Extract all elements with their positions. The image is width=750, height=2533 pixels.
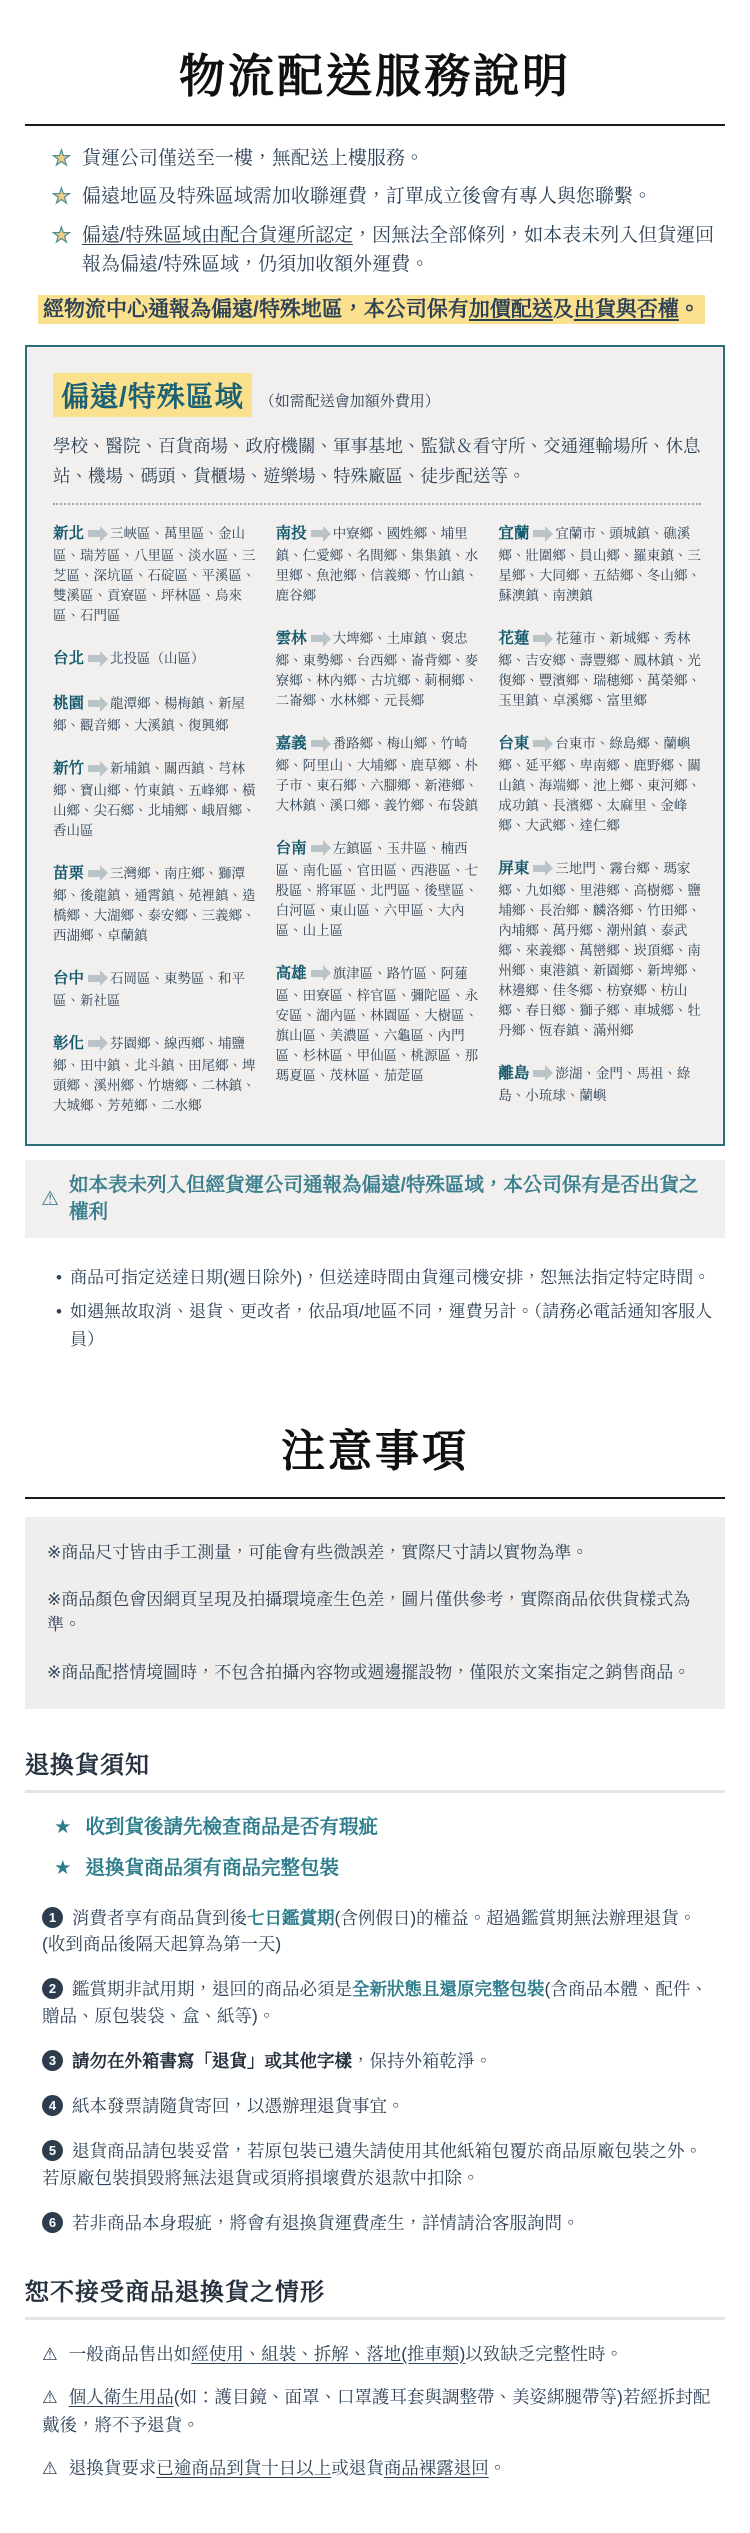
region-entry [53, 758, 256, 841]
remote-region-heading [53, 373, 701, 417]
region-name: 台北 [53, 650, 85, 668]
notice-box [25, 1517, 725, 1710]
title-divider [25, 1497, 725, 1499]
arrow-right-icon [311, 635, 323, 642]
arrow-right-icon [533, 635, 545, 642]
shipping-bullet [52, 144, 716, 173]
region-areas: 芬園鄉、線西鄉、埔鹽鄉、田中鎮、北斗鎮、田尾鄉、埤頭鄉、溪州鄉、竹塘鄉、二林鎮、大城鄉、芳苑鄉、二水鄉 [53, 1035, 256, 1113]
number-badge: 4 [42, 2095, 63, 2116]
shipping-bullet-text: 偏遠/特殊區域由配合貨運所認定，因無法全部條列，如本表未列入但貨運回報為偏遠/特殊區域，仍須加收額外運費。 [81, 224, 715, 276]
returns-item-text: 若非商品本身瑕疵，將會有退換貨運費產生，詳情請洽客服詢問。 [72, 2212, 580, 2233]
region-name: 桃園 [53, 695, 85, 713]
shipping-bullet-text: 貨運公司僅送至一樓，無配送上樓服務。 [81, 148, 424, 169]
region-entry [498, 1063, 701, 1106]
delivery-note [56, 1298, 722, 1352]
returns-item [42, 2138, 716, 2191]
arrow-right-icon [88, 765, 100, 772]
region-name: 新竹 [53, 760, 85, 778]
region-name: 台中 [53, 969, 85, 987]
shipping-bullet [52, 221, 716, 280]
number-badge: 2 [42, 1978, 63, 1999]
returns-item [42, 2210, 716, 2236]
arrow-right-icon [533, 740, 545, 747]
region-areas: 新埔鎮、關西鎮、芎林鄉、寶山鄉、竹東鎮、五峰鄉、橫山鄉、尖石鄉、北埔鄉、峨眉鄉、香山區 [53, 761, 256, 838]
region-name: 嘉義 [275, 735, 307, 753]
arrow-right-icon [533, 865, 545, 872]
notice-line: ※商品尺寸皆由手工測量，可能會有些微誤差，實際尺寸請以實物為準。 [47, 1542, 589, 1562]
remote-region-note: （如需配送會加額外費用） [259, 393, 440, 411]
highlight-statement-text: 經物流中心通報為偏遠/特殊地區，本公司保有加價配送及出貨與否權。 [38, 295, 705, 324]
returns-highlight-text: 收到貨後請先檢查商品是否有瑕疵 [85, 1816, 378, 1839]
region-entry [498, 858, 701, 1041]
region-entry [276, 628, 479, 711]
region-name: 南投 [275, 525, 307, 543]
bullet-icon: • [56, 1302, 62, 1322]
region-name: 新北 [53, 525, 85, 543]
region-areas: 三灣鄉、南庄鄉、獅潭鄉、後龍鎮、通霄鎮、苑裡鎮、造橋鄉、大湖鄉、泰安鄉、三義鄉、西湖鄉、卓蘭鎮 [53, 865, 256, 943]
warning-triangle-icon: ⚠ [42, 2344, 58, 2364]
notice-line: ※商品顏色會因網頁呈現及拍攝環境產生色差，圖片僅供參考，實際商品依供貨樣式為準。 [47, 1590, 691, 1634]
region-areas: 花蓮市、新城鄉、秀林鄉、吉安鄉、壽豐鄉、鳳林鎮、光復鄉、豐濱鄉、瑞穗鄉、萬榮鄉、玉里鎮、卓溪鄉、富里鄉 [498, 631, 701, 709]
returns-item-text: 鑑賞期非試用期，退回的商品必須是全新狀態且還原完整包裝(含商品本體、配件、贈品、原包裝袋、盒、紙等)。 [42, 1979, 708, 2026]
no-returns-heading: 恕不接受商品退換貨之情形 [25, 2272, 725, 2320]
returns-item-text: 退貨商品請包裝妥當，若原包裝已遺失請使用其他紙箱包覆於商品原廠包裝之外。若原廠包裝損毀將無法退貨或須將損壞費於退款中扣除。 [42, 2141, 702, 2188]
returns-highlights [54, 1813, 720, 1883]
warning-bar-text: 如本表未列入但經貨運公司通報為偏遠/特殊區域，本公司保有是否出貨之權利 [68, 1173, 699, 1223]
number-badge: 3 [42, 2050, 63, 2071]
star-icon: ★ [54, 1816, 72, 1839]
returns-highlight [54, 1854, 720, 1883]
region-areas: 宜蘭市、頭城鎮、礁溪鄉、壯圍鄉、員山鄉、羅東鎮、三星鄉、大同鄉、五結鄉、冬山鄉、蘇澳鎮、南澳鎮 [498, 526, 701, 604]
region-name: 彰化 [53, 1034, 85, 1052]
bullet-icon: • [56, 1268, 62, 1288]
warning-triangle-icon: ⚠ [42, 2458, 58, 2478]
returns-numbered-list [42, 1905, 716, 2236]
returns-item [42, 1976, 716, 2029]
no-returns-item [42, 2454, 720, 2482]
warning-triangle-icon: ⚠ [42, 2387, 58, 2407]
returns-item [42, 1905, 716, 1958]
no-returns-item-text: 個人衛生用品(如：護目鏡、面罩、口罩護耳套與調整帶、美姿綁腿帶等)若經拆封配戴後，將不予退貨。 [42, 2387, 711, 2435]
returns-highlight-text: 退換貨商品須有商品完整包裝 [85, 1856, 339, 1879]
arrow-right-icon [88, 870, 100, 877]
region-name: 苗栗 [53, 864, 85, 882]
no-returns-item [42, 2383, 720, 2439]
number-badge: 6 [42, 2212, 63, 2233]
region-entry [276, 733, 479, 816]
region-areas: 台東市、綠島鄉、蘭嶼鄉、延平鄉、卑南鄉、鹿野鄉、關山鎮、海端鄉、池上鄉、東河鄉、成功鎮、長濱鄉、太麻里、金峰鄉、大武鄉、達仁鄉 [498, 736, 701, 833]
returns-item-text: 消費者享有商品貨到後七日鑑賞期(含例假日)的權益。超過鑑賞期無法辦理退貨。(收到商品後隔天起算為第一天) [42, 1907, 697, 1954]
region-name: 雲林 [275, 630, 307, 648]
delivery-note-text: 商品可指定送達日期(週日除外)，但送達時間由貨運司機安排，恕無法指定特定時間。 [69, 1268, 711, 1288]
arrow-right-icon [311, 970, 323, 977]
arrow-right-icon [88, 975, 100, 982]
page-title: 物流配送服務說明 [179, 49, 571, 103]
returns-item-text: 請勿在外箱書寫「退貨」或其他字樣，保持外箱乾淨。 [72, 2050, 492, 2071]
returns-item [42, 2048, 716, 2074]
star-icon: ★ [52, 185, 71, 209]
region-name: 離島 [498, 1064, 530, 1082]
region-areas: 旗津區、路竹區、阿蓮區、田寮區、梓官區、彌陀區、永安區、湖內區、林園區、大樹區、旗山區、美濃區、六龜區、內門區、杉林區、甲仙區、桃源區、那瑪夏區、茂林區、茄萣區 [275, 965, 479, 1083]
shipping-bullet-text: 偏遠地區及特殊區域需加收聯運費，訂單成立後會有專人與您聯繫。 [81, 186, 652, 208]
arrow-right-icon [533, 530, 545, 537]
region-entry [498, 628, 701, 711]
remote-region-title: 偏遠/特殊區域 [53, 373, 252, 417]
region-areas: 三峽區、萬里區、金山區、瑞芳區、八里區、淡水區、三芝區、深坑區、石碇區、平溪區、雙溪區、貢寮區、坪林區、烏來區、石門區 [53, 526, 256, 624]
shipping-bullet [52, 182, 716, 211]
delivery-notes [56, 1264, 722, 1353]
region-name: 屏東 [498, 859, 530, 877]
region-entry [498, 733, 701, 836]
returns-heading: 退換貨須知 [25, 1745, 725, 1793]
shipping-bullet-list [52, 144, 716, 280]
arrow-right-icon [311, 845, 323, 852]
region-areas: 左鎮區、玉井區、楠西區、南化區、官田區、西港區、七股區、將軍區、北門區、後壁區、白河區、東山區、六甲區、大內區、山上區 [275, 840, 479, 938]
arrow-right-icon [533, 1070, 545, 1077]
no-returns-item-text: 退換貨要求已逾商品到貨十日以上或退貨商品裸露退回。 [68, 2458, 507, 2478]
number-badge: 5 [42, 2140, 63, 2161]
number-badge: 1 [42, 1907, 63, 1928]
dotted-divider [53, 503, 701, 505]
arrow-right-icon [88, 1040, 100, 1047]
region-entry [53, 648, 256, 671]
star-icon: ★ [54, 1856, 72, 1879]
region-entry [53, 863, 256, 946]
region-entry [276, 523, 479, 606]
region-areas: 三地門、霧台鄉、瑪家鄉、九如鄉、里港鄉、高樹鄉、鹽埔鄉、長治鄉、麟洛鄉、竹田鄉、內埔鄉、萬丹鄉、潮州鎮、泰武鄉、來義鄉、萬巒鄉、崁頂鄉、南州鄉、東港鎮、新園鄉、新埤鄉、林邊鄉、佳冬鄉、枋寮鄉、枋山鄉、春日鄉、獅子鄉、車城鄉、牡丹鄉、恆春鎮、滿州鄉 [498, 860, 701, 1038]
region-name: 宜蘭 [498, 525, 530, 543]
returns-highlight [54, 1813, 720, 1842]
region-entry [53, 968, 256, 1011]
no-returns-item-text: 一般商品售出如經使用、組裝、拆解、落地(推車類)以致缺乏完整性時。 [68, 2344, 623, 2364]
delivery-note-text: 如遇無故取消、退貨、更改者，依品項/地區不同，運費另計。（請務必電話通知客服人員） [69, 1302, 713, 1349]
region-column [498, 523, 701, 1137]
region-areas: 番路鄉、梅山鄉、竹崎鄉、阿里山、大埔鄉、鹿草鄉、朴子市、東石鄉、六腳鄉、新港鄉、大林鎮、溪口鄉、義竹鄉、布袋鎮 [275, 736, 479, 813]
star-icon: ★ [52, 223, 71, 247]
region-areas: 中寮鄉、國姓鄉、埔里鎮、仁愛鄉、名間鄉、集集鎮、水里鄉、魚池鄉、信義鄉、竹山鎮、鹿谷鄉 [275, 526, 479, 604]
arrow-right-icon [311, 740, 323, 747]
region-areas: 石岡區、東勢區、和平區、新社區 [53, 970, 246, 1008]
region-name: 台東 [498, 735, 530, 753]
highlight-statement [38, 294, 720, 326]
star-icon: ★ [52, 147, 71, 170]
returns-item [42, 2093, 716, 2119]
region-entry [276, 963, 479, 1086]
region-entry [53, 523, 256, 626]
region-name: 台南 [275, 839, 307, 857]
region-areas: 大埤鄉、土庫鎮、褒忠鄉、東勢鄉、台西鄉、崙背鄉、麥寮鄉、林內鄉、古坑鄉、莿桐鄉、二崙鄉、水林鄉、元長鄉 [275, 631, 479, 709]
region-name: 高雄 [275, 964, 307, 982]
region-entry [276, 838, 479, 941]
region-name: 花蓮 [498, 630, 530, 648]
warning-triangle-icon: ⚠ [41, 1187, 59, 1210]
region-column [53, 523, 256, 1137]
remote-region-box [25, 345, 725, 1145]
returns-item-text: 紙本發票請隨貨寄回，以憑辦理退貨事宜。 [72, 2096, 405, 2116]
region-column [276, 523, 479, 1137]
title-divider [25, 124, 725, 126]
warning-bar [25, 1160, 725, 1239]
arrow-right-icon [88, 700, 100, 707]
region-entry [53, 693, 256, 736]
region-areas: 龍潭鄉、楊梅鎮、新屋鄉、觀音鄉、大溪鎮、復興鄉 [53, 696, 246, 734]
region-entry [53, 1033, 256, 1116]
region-areas: 澎湖、金門、馬祖、綠島、小琉球、蘭嶼 [498, 1065, 691, 1103]
region-columns [53, 523, 701, 1137]
delivery-note [56, 1264, 722, 1291]
no-returns-item [42, 2340, 720, 2368]
notice-line: ※商品配搭情境圖時，不包含拍攝內容物或週邊擺設物，僅限於文案指定之銷售商品。 [47, 1662, 691, 1682]
region-entry [498, 523, 701, 606]
no-returns-list [42, 2340, 720, 2482]
arrow-right-icon [88, 655, 100, 662]
region-areas: 北投區（山區） [110, 651, 205, 667]
remote-region-intro: 學校、醫院、百貨商場、政府機關、軍事基地、監獄＆看守所、交通運輸場所、休息站、機場、碼頭、貨櫃場、遊樂場、特殊廠區、徒步配送等。 [53, 436, 701, 487]
arrow-right-icon [88, 530, 100, 537]
arrow-right-icon [311, 530, 323, 537]
notice-title: 注意事項 [281, 1425, 469, 1477]
